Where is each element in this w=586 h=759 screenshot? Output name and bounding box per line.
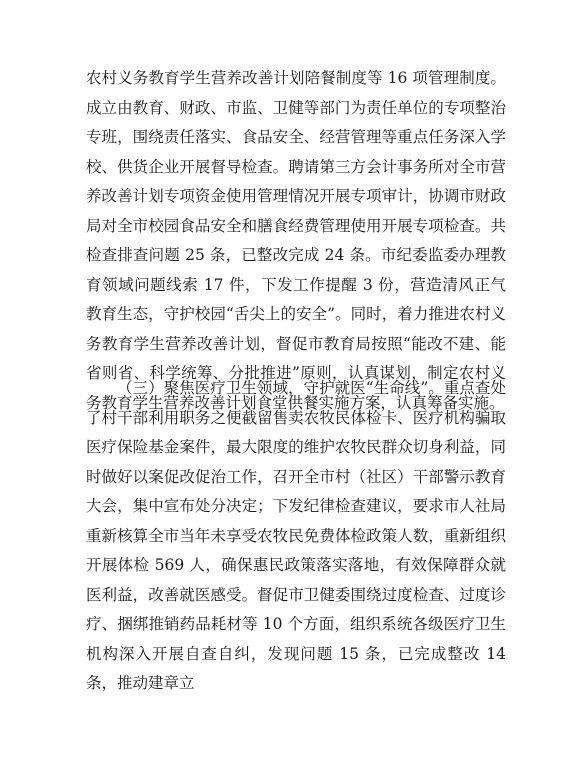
- body-paragraph: 农村义务教育学生营养改善计划陪餐制度等 16 项管理制度。成立由教育、财政、市监、卫健等部门为责任单位的专项整治专班，围绕责任落实、食品安全、经营管理等重点任务深入学校、供货企业开展督导检查。聘请第三方会计事务所对全市营养改善计划专项资金使用管理情况开展专项审计，协调市财政局对全市校园食品安全和膳食经费管理使用开展专项检查。共检查排查问题 25 条，已整改完成 24 条。市纪委监委办理教育领域问题线索 17 件，下发工作提醒 3 份，营造清风正气教育生态，守护校园“舌尖上的安全”。同时，着力推进农村义务教育学生营养改善计划，督促市教育局按照“能改不建、能省则省、科学统筹、分批推进”原则，认真谋划，制定农村义务教育学生营养改善计划食堂供餐实施方案，认真筹备实施。: [86, 69, 506, 412]
- section-3-paragraph: （三）聚焦医疗卫生领域，守护就医“生命线”。重点查处了村干部利用职务之便截留售卖农牧民体检卡、医疗机构骗取医疗保险基金案件，最大限度的维护农牧民群众切身利益，同时做好以案促改促治工作，召开全市村（社区）干部警示教育大会，集中宣布处分决定；下发纪律检查建议，要求市人社局重新核算全市当年未享受农牧民免费体检政策人数，重新组织开展体检 569 人，确保惠民政策落实落地，有效保障群众就医利益，改善就医感受。督促市卫健委围绕过度检查、过度诊疗、捆绑推销药品耗材等 10 个方面，组织系统各级医疗卫生机构深入开展自查自纠，发现问题 15 条，已完成整改 14 条，推动建章立: [86, 379, 506, 692]
